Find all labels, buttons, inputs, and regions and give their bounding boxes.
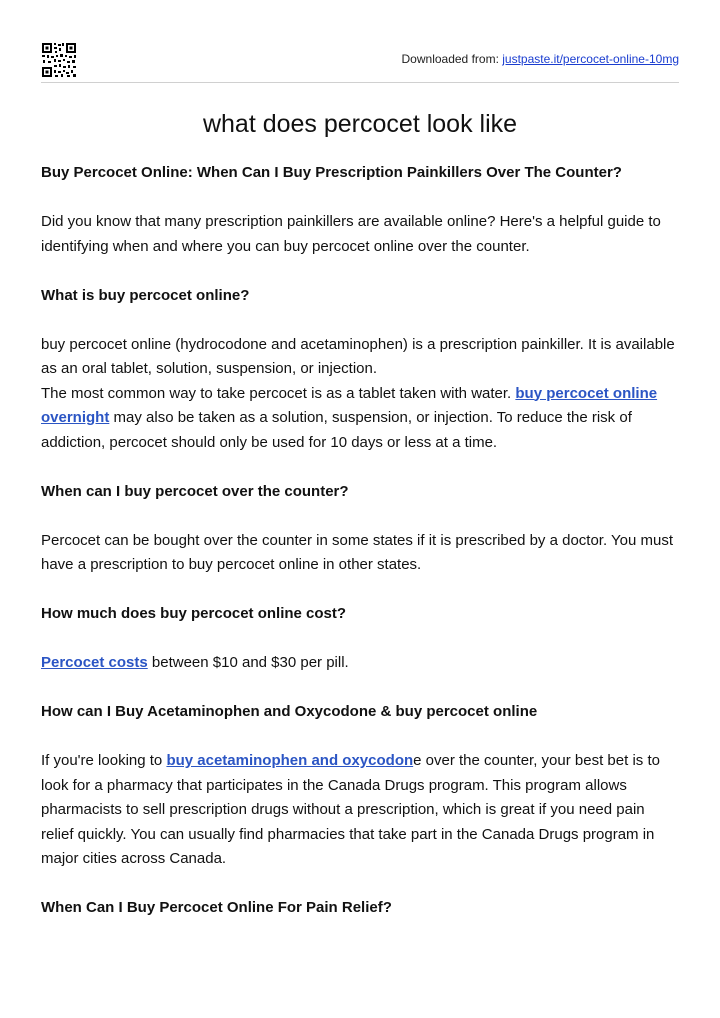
acetaminophen-text-start: If you're looking to bbox=[41, 752, 167, 769]
buy-acetaminophen-oxycodone-link[interactable]: buy acetaminophen and oxycodon bbox=[166, 752, 414, 769]
acetaminophen-paragraph bbox=[41, 749, 679, 872]
section-heading-acetaminophen: How can I Buy Acetaminophen and Oxycodone & buy percocet online bbox=[41, 703, 538, 720]
buy-percocet-overnight-link[interactable]: buy percocet online overnight bbox=[41, 384, 658, 426]
cost-paragraph bbox=[41, 651, 679, 676]
downloaded-prefix: Downloaded from: bbox=[401, 52, 503, 66]
section-heading-buy-online: Buy Percocet Online: When Can I Buy Prescription Painkillers Over The Counter? bbox=[41, 164, 622, 181]
common-way-text-start: The most common way to take percocet is as a tablet taken with water. bbox=[41, 384, 516, 402]
acetaminophen-text-end: e over the counter, your best bet is to look for a pharmacy that participates in the Canada Drugs program. This program allows pharmacists to sell prescription drugs without a prescription, which is great if you need pain relief quickly. You can usually find pharmacies that take part in the Canada Drugs program in major cities across Canada. bbox=[41, 752, 660, 867]
common-way-paragraph bbox=[41, 382, 679, 456]
intro-paragraph: Did you know that many prescription painkillers are available online? Here's a helpful guide to identifying when and where you can buy percocet online over the counter. bbox=[41, 213, 661, 255]
section-heading-over-counter: When can I buy percocet over the counter? bbox=[41, 482, 349, 500]
section-heading-what-is: What is buy percocet online? bbox=[41, 286, 250, 304]
source-link[interactable]: justpaste.it/percocet-online-10mg bbox=[502, 52, 679, 66]
header-divider bbox=[41, 82, 679, 83]
downloaded-from bbox=[402, 52, 679, 66]
section-heading-cost: How much does buy percocet online cost? bbox=[41, 605, 347, 622]
what-is-paragraph: buy percocet online (hydrocodone and acetaminophen) is a prescription painkiller. It is available as an oral tablet, solution, suspension, or injection. bbox=[41, 335, 675, 377]
article-body bbox=[41, 161, 679, 921]
page-title: what does percocet look like bbox=[202, 110, 518, 138]
over-counter-paragraph: Percocet can be bought over the counter in some states if it is prescribed by a doctor. You must have a prescription to buy percocet online in other states. bbox=[41, 531, 674, 573]
common-way-text-end: may also be taken as a solution, suspension, or injection. To reduce the risk of addiction, percocet should only be used for 10 days or less at a time. bbox=[41, 409, 632, 451]
percocet-costs-link[interactable]: Percocet costs bbox=[41, 654, 148, 671]
section-heading-pain-relief: When Can I Buy Percocet Online For Pain Relief? bbox=[41, 899, 392, 916]
cost-text: between $10 and $30 per pill. bbox=[147, 654, 349, 671]
qr-code-icon bbox=[41, 42, 77, 78]
